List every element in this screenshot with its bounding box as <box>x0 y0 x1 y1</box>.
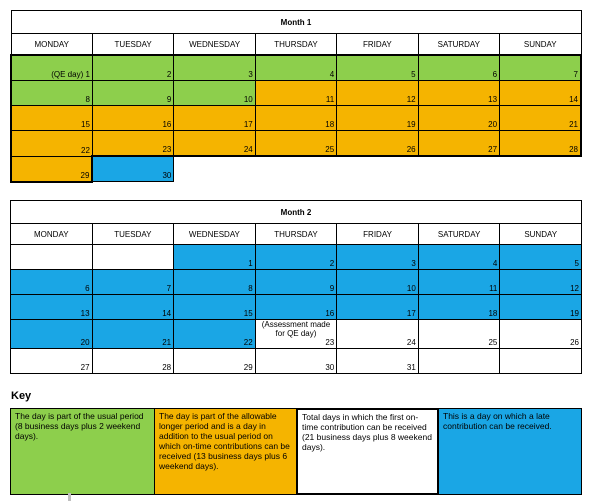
weekday-wednesday: WEDNESDAY <box>174 34 255 56</box>
day-cell <box>11 320 93 349</box>
day-cell <box>255 349 337 374</box>
weekday-saturday: SATURDAY <box>418 34 499 56</box>
key-title: Key <box>11 390 32 402</box>
day-cell <box>418 106 499 131</box>
day-cell <box>92 81 173 106</box>
day-cell <box>337 106 418 131</box>
day-cell <box>500 270 582 295</box>
weekday-tuesday: TUESDAY <box>92 34 173 56</box>
key-item-text: Total days in which the first on-time contribution can be received (21 business days plus 8 weekend days). <box>302 412 432 452</box>
week-row <box>11 55 581 81</box>
day-number: 6 <box>85 284 90 293</box>
month1-weekday-header <box>11 34 581 56</box>
day-cell <box>337 349 419 374</box>
key-item-total-days <box>296 408 439 495</box>
day-number: 16 <box>162 120 172 129</box>
day-number: 3 <box>411 259 416 268</box>
weekday-friday: FRIDAY <box>337 34 418 56</box>
day-cell <box>337 245 419 270</box>
day-cell <box>174 131 255 157</box>
day-cell <box>11 349 93 374</box>
day-cell <box>500 245 582 270</box>
day-number: 14 <box>162 309 172 318</box>
day-cell <box>11 295 93 320</box>
day-cell <box>337 295 419 320</box>
day-number: 7 <box>166 284 172 293</box>
day-number: 21 <box>162 338 172 347</box>
month2-weekday-header <box>11 224 582 245</box>
week-row <box>11 270 582 295</box>
day-number: 2 <box>166 70 172 79</box>
day-number: 23 <box>162 145 172 154</box>
week-row <box>11 320 582 349</box>
day-cell <box>337 270 419 295</box>
day-cell <box>174 295 256 320</box>
weekday-thursday: THURSDAY <box>255 34 336 56</box>
key-item-usual-period <box>10 408 155 495</box>
day-cell <box>11 106 92 131</box>
day-cell <box>337 81 418 106</box>
week-row <box>11 245 582 270</box>
day-cell <box>174 349 256 374</box>
day-number: 4 <box>492 259 498 268</box>
day-number: 24 <box>243 145 253 154</box>
day-cell <box>11 270 93 295</box>
day-number: 29 <box>243 363 253 372</box>
day-number: 24 <box>406 338 416 347</box>
week-row <box>11 131 581 157</box>
day-cell <box>255 245 337 270</box>
weekday-tuesday: TUESDAY <box>92 224 174 245</box>
week-row <box>11 295 582 320</box>
day-number: 6 <box>492 70 498 79</box>
day-number: 5 <box>574 259 579 268</box>
day-cell <box>11 81 92 106</box>
day-cell <box>255 131 336 157</box>
day-number: 13 <box>80 309 90 318</box>
day-number: 3 <box>248 70 253 79</box>
day-number: 20 <box>80 338 90 347</box>
day-number: 30 <box>162 171 172 180</box>
day-number: 20 <box>488 120 498 129</box>
day-cell <box>418 245 500 270</box>
day-number: 2 <box>329 259 335 268</box>
day-number: 21 <box>569 120 578 129</box>
day-cell <box>255 106 336 131</box>
day-number: 28 <box>569 145 578 154</box>
day-cell <box>92 55 173 81</box>
day-number: 22 <box>81 145 90 155</box>
day-number: 7 <box>573 70 578 79</box>
day-cell <box>92 245 174 270</box>
week-row <box>11 81 581 106</box>
day-number: 12 <box>406 95 416 104</box>
day-cell <box>11 55 92 81</box>
day-number: 9 <box>166 95 172 104</box>
day-cell <box>337 131 418 157</box>
day-number: 30 <box>325 363 335 372</box>
day-cell <box>500 81 581 106</box>
day-number: 25 <box>325 145 335 154</box>
day-cell <box>174 270 256 295</box>
text-cursor-mark <box>68 493 71 501</box>
key-item-late-contribution <box>438 408 582 495</box>
key-item-text: The day is part of the allowable longer period and is a day in addition to the usual period on which on-time contributions can be received (13 business days plus 6 weekend days). <box>159 411 290 471</box>
weekday-wednesday: WEDNESDAY <box>174 224 256 245</box>
day-number: 4 <box>329 70 335 79</box>
day-cell <box>11 131 92 157</box>
month1-title: Month 1 <box>11 11 581 34</box>
day-cell <box>92 349 174 374</box>
day-number: 23 <box>325 338 335 347</box>
day-cell <box>92 131 173 157</box>
day-cell <box>255 295 337 320</box>
day-number: 12 <box>570 284 579 293</box>
day-number: 11 <box>489 284 498 293</box>
day-cell <box>418 349 500 374</box>
day-number: 27 <box>488 145 498 154</box>
day-cell <box>174 320 256 349</box>
day-cell <box>500 55 581 81</box>
week-row <box>11 106 581 131</box>
day-number: 1 <box>248 259 253 268</box>
day-number: 15 <box>81 120 90 129</box>
day-cell <box>500 349 582 374</box>
weekday-monday: MONDAY <box>11 34 92 56</box>
day-number: 15 <box>243 309 253 318</box>
day-cell <box>92 320 174 349</box>
day-number: 16 <box>325 309 335 318</box>
weekday-sunday: SUNDAY <box>500 224 582 245</box>
day-cell <box>11 156 92 182</box>
day-number: 26 <box>406 145 416 154</box>
day-number: 17 <box>406 309 416 318</box>
day-cell <box>418 295 500 320</box>
week-row <box>11 349 582 374</box>
month2-calendar <box>10 200 582 374</box>
day-number: 8 <box>248 284 253 293</box>
month1-calendar <box>10 10 582 183</box>
weekday-saturday: SATURDAY <box>418 224 500 245</box>
day-number: 31 <box>406 363 416 372</box>
day-number: 19 <box>406 120 416 129</box>
weekday-friday: FRIDAY <box>337 224 419 245</box>
day-number: 22 <box>243 338 253 347</box>
day-number: 5 <box>411 70 416 79</box>
key-item-text: This is a day on which a late contribution can be received. <box>443 411 552 431</box>
day-cell <box>92 156 173 182</box>
day-cell <box>500 320 582 349</box>
day-number: 13 <box>488 95 498 104</box>
day-number: 19 <box>570 309 579 318</box>
month2-title: Month 2 <box>11 201 582 224</box>
day-cell <box>174 55 255 81</box>
day-number: 8 <box>85 95 90 104</box>
week-row <box>11 156 581 182</box>
day-note: (Assessment made for QE day) <box>261 320 331 338</box>
day-cell <box>418 81 499 106</box>
day-cell <box>337 55 418 81</box>
day-number: 25 <box>488 338 498 347</box>
day-number: 27 <box>80 363 90 372</box>
day-cell <box>174 106 255 131</box>
day-cell <box>255 320 337 349</box>
day-cell <box>337 320 419 349</box>
day-cell <box>255 81 336 106</box>
day-number: 17 <box>243 120 253 129</box>
day-cell <box>255 270 337 295</box>
weekday-thursday: THURSDAY <box>255 224 337 245</box>
day-number: 29 <box>80 170 90 180</box>
day-cell <box>92 270 174 295</box>
day-cell <box>418 270 500 295</box>
day-cell <box>500 131 581 157</box>
day-cell <box>418 131 499 157</box>
day-number: 18 <box>488 309 498 318</box>
day-cell <box>174 245 256 270</box>
day-number: 9 <box>329 284 335 293</box>
day-cell <box>92 106 173 131</box>
day-number: 10 <box>406 284 416 293</box>
day-number: 10 <box>243 95 253 104</box>
weekday-sunday: SUNDAY <box>500 34 581 56</box>
day-number: 18 <box>325 120 335 129</box>
day-cell <box>500 106 581 131</box>
key-item-longer-period <box>154 408 297 495</box>
day-number: 14 <box>569 95 578 104</box>
day-cell <box>174 81 255 106</box>
day-cell <box>418 320 500 349</box>
day-cell <box>418 55 499 81</box>
day-number: 28 <box>162 363 172 372</box>
day-cell <box>255 55 336 81</box>
day-number: (QE day) 1 <box>51 70 90 79</box>
day-cell <box>500 295 582 320</box>
key-item-text: The day is part of the usual period (8 business days plus 2 weekend days). <box>15 411 144 441</box>
day-cell <box>11 245 93 270</box>
day-cell <box>92 295 174 320</box>
weekday-monday: MONDAY <box>11 224 93 245</box>
day-number: 11 <box>325 95 335 104</box>
day-number: 26 <box>570 338 579 347</box>
